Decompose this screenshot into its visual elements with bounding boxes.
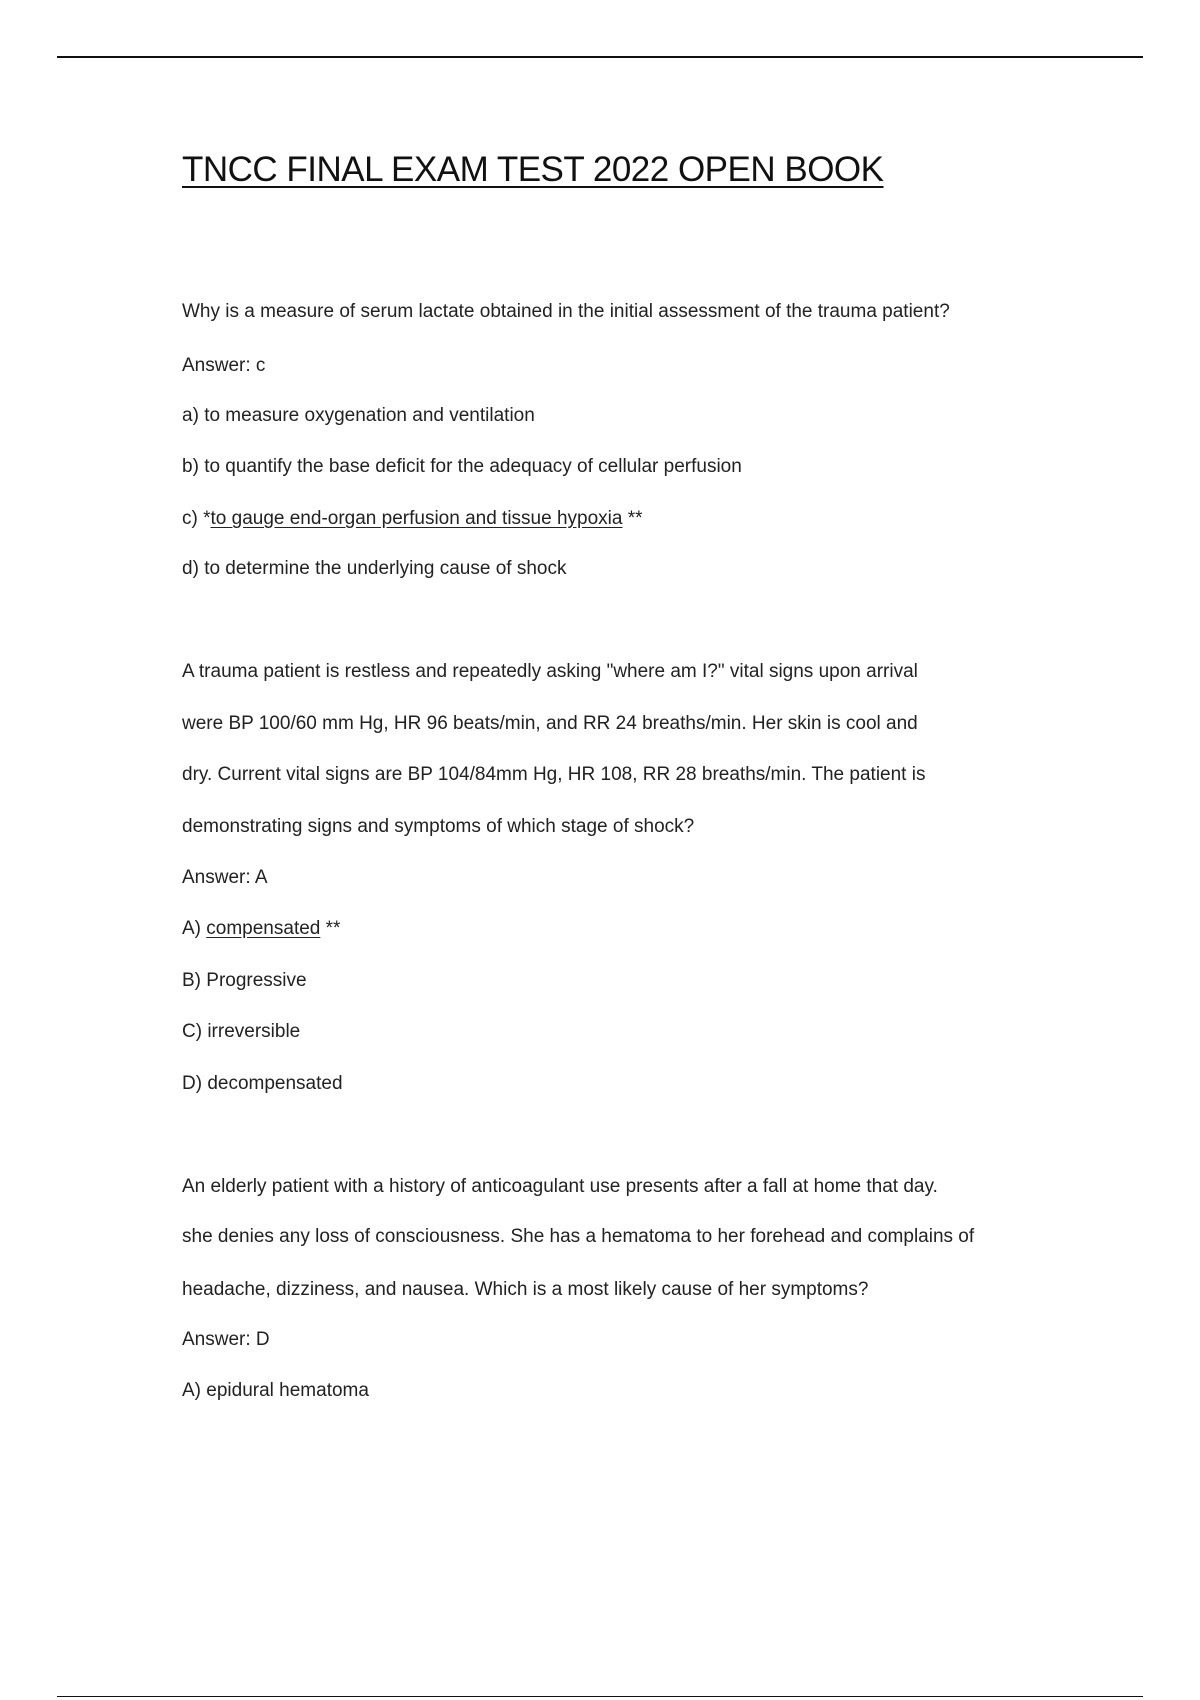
question-3-option-a: A) epidural hematoma (182, 1380, 369, 1401)
question-1-option-c-correct: c) *to gauge end-organ perfusion and tissue hypoxia ** (182, 508, 643, 529)
question-2-option-a-correct: A) compensated ** (182, 918, 341, 939)
question-2-option-b: B) Progressive (182, 970, 307, 991)
question-3-stem-line: An elderly patient with a history of anticoagulant use presents after a fall at home that day. (182, 1176, 938, 1197)
question-1-option-a: a) to measure oxygenation and ventilation (182, 405, 535, 426)
question-3-stem-line: headache, dizziness, and nausea. Which is a most likely cause of her symptoms? (182, 1279, 869, 1300)
question-3-answer: Answer: D (182, 1329, 270, 1350)
question-2-stem-line: were BP 100/60 mm Hg, HR 96 beats/min, and RR 24 breaths/min. Her skin is cool and (182, 713, 918, 734)
question-2-option-c: C) irreversible (182, 1021, 301, 1042)
document-title: TNCC FINAL EXAM TEST 2022 OPEN BOOK (182, 150, 884, 189)
question-1-stem-line: Why is a measure of serum lactate obtained in the initial assessment of the trauma patient? (182, 301, 950, 322)
question-2-stem-line: dry. Current vital signs are BP 104/84mm Hg, HR 108, RR 28 breaths/min. The patient is (182, 764, 926, 785)
question-1-answer: Answer: c (182, 355, 266, 376)
question-2-stem-line: demonstrating signs and symptoms of which stage of shock? (182, 816, 695, 837)
top-rule (57, 56, 1143, 58)
bottom-rule (57, 1696, 1143, 1697)
question-2-option-d: D) decompensated (182, 1073, 343, 1094)
question-1-option-d: d) to determine the underlying cause of shock (182, 558, 567, 579)
question-3-stem-line: she denies any loss of consciousness. She has a hematoma to her forehead and complains of (182, 1226, 975, 1247)
question-2-stem-line: A trauma patient is restless and repeatedly asking "where am I?" vital signs upon arrival (182, 661, 918, 682)
question-1-option-b: b) to quantify the base deficit for the adequacy of cellular perfusion (182, 456, 742, 477)
question-2-answer: Answer: A (182, 867, 268, 888)
